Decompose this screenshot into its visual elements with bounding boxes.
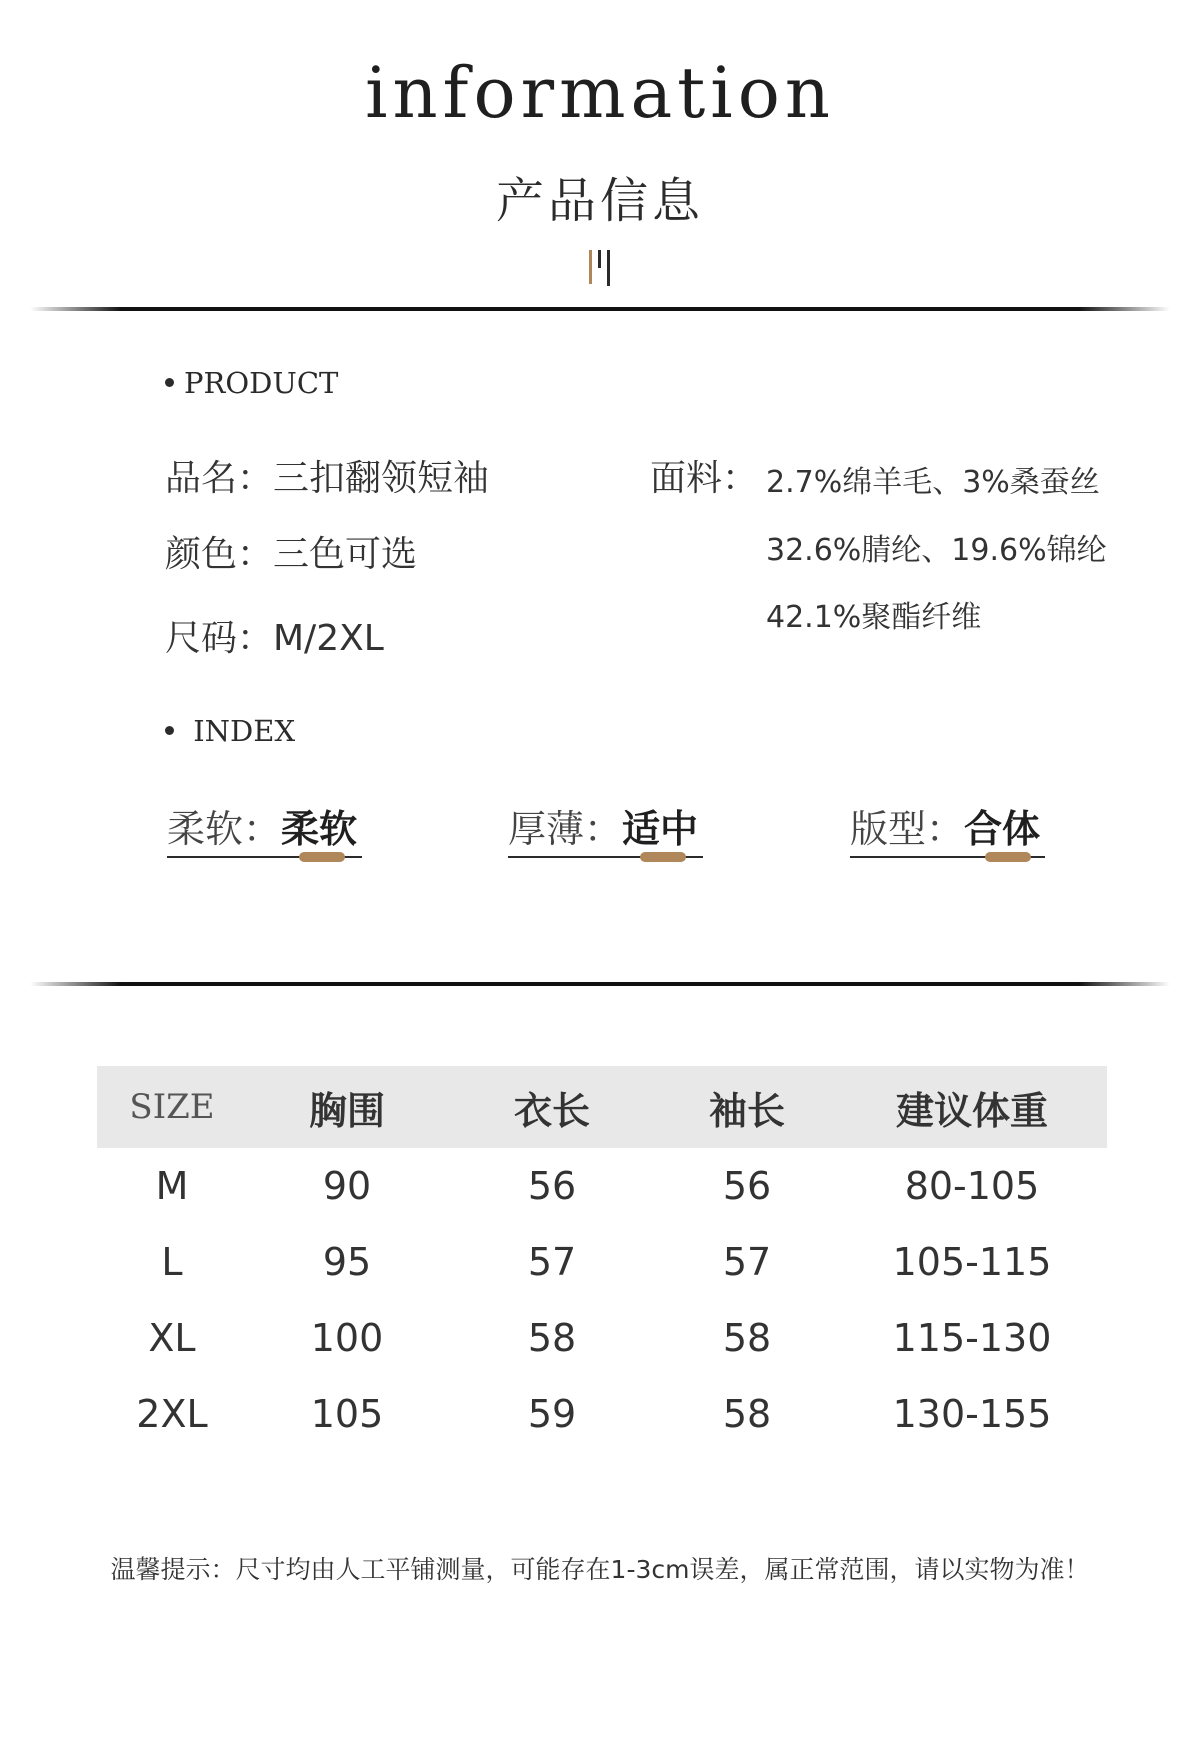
fabric-line: 32.6%腈纶、19.6%锦纶 [766,533,1107,568]
table-cell: 105 [310,1392,384,1436]
table-cell: 57 [722,1240,772,1284]
size-table [97,1066,1107,1452]
header-weight: 建议体重 [895,1088,1048,1133]
product-color: 颜色：三色可选 [165,534,418,575]
table-cell: M [155,1164,189,1208]
section-divider [30,307,1170,311]
header-chest: 胸围 [308,1088,385,1133]
table-cell: 95 [322,1240,372,1284]
product-section-text: PRODUCT [184,366,339,400]
table-cell: 57 [527,1240,577,1284]
table-row [97,1376,1107,1452]
index-label: 版型： [850,807,965,851]
table-cell: XL [148,1316,196,1360]
table-cell: 90 [322,1164,372,1208]
index-label: 柔软： [167,807,282,851]
table-cell: 80-105 [904,1164,1040,1208]
table-cell: 58 [722,1392,772,1436]
table-cell: 58 [722,1316,772,1360]
index-section-label [165,714,295,748]
index-scale-marker [985,852,1031,862]
index-value: 合体 [964,807,1041,851]
measurement-tip: 温馨提示：尺寸均由人工平铺测量，可能存在1-3cm误差，属正常范围，请以实物为准！ [110,1555,1090,1584]
index-item-text [508,798,698,853]
header-sleeve: 袖长 [708,1088,785,1133]
table-row [97,1148,1107,1224]
table-cell: 58 [527,1316,577,1360]
index-section-text: INDEX [193,714,296,748]
index-label: 厚薄： [508,807,623,851]
table-cell: 56 [722,1164,772,1208]
index-item-text [850,798,1040,853]
table-cell: 56 [527,1164,577,1208]
index-item-softness [167,798,362,870]
decorative-lines-icon [589,250,613,286]
table-cell: 105-115 [892,1240,1052,1284]
index-value: 柔软 [281,807,358,851]
table-cell: L [161,1240,183,1284]
table-cell: 115-130 [892,1316,1052,1360]
index-item-thickness [508,798,703,870]
page-title-en: information [365,52,835,134]
table-cell: 130-155 [892,1392,1052,1436]
header-length: 衣长 [513,1088,590,1133]
index-item-fit [850,798,1045,870]
page-title-cn: 产品信息 [495,173,704,229]
table-cell: 59 [527,1392,577,1436]
size-table-header [97,1066,1107,1148]
fabric-line: 2.7%绵羊毛、3%桑蚕丝 [766,465,1100,500]
table-row [97,1224,1107,1300]
index-scale-marker [640,852,686,862]
index-scale-marker [299,852,345,862]
index-value: 适中 [622,807,699,851]
header-size: SIZE [129,1087,215,1127]
bullet-icon [165,378,174,387]
product-name: 品名：三扣翻领短袖 [165,458,490,499]
fabric-line: 42.1%聚酯纤维 [766,600,982,635]
index-item-text [167,798,357,853]
section-divider [30,982,1170,986]
product-section-label [165,366,338,400]
table-row [97,1300,1107,1376]
product-size: 尺码：M/2XL [165,618,384,659]
bullet-icon [165,726,174,735]
table-cell: 100 [310,1316,384,1360]
table-cell: 2XL [136,1392,208,1436]
fabric-label: 面料： [650,458,759,499]
